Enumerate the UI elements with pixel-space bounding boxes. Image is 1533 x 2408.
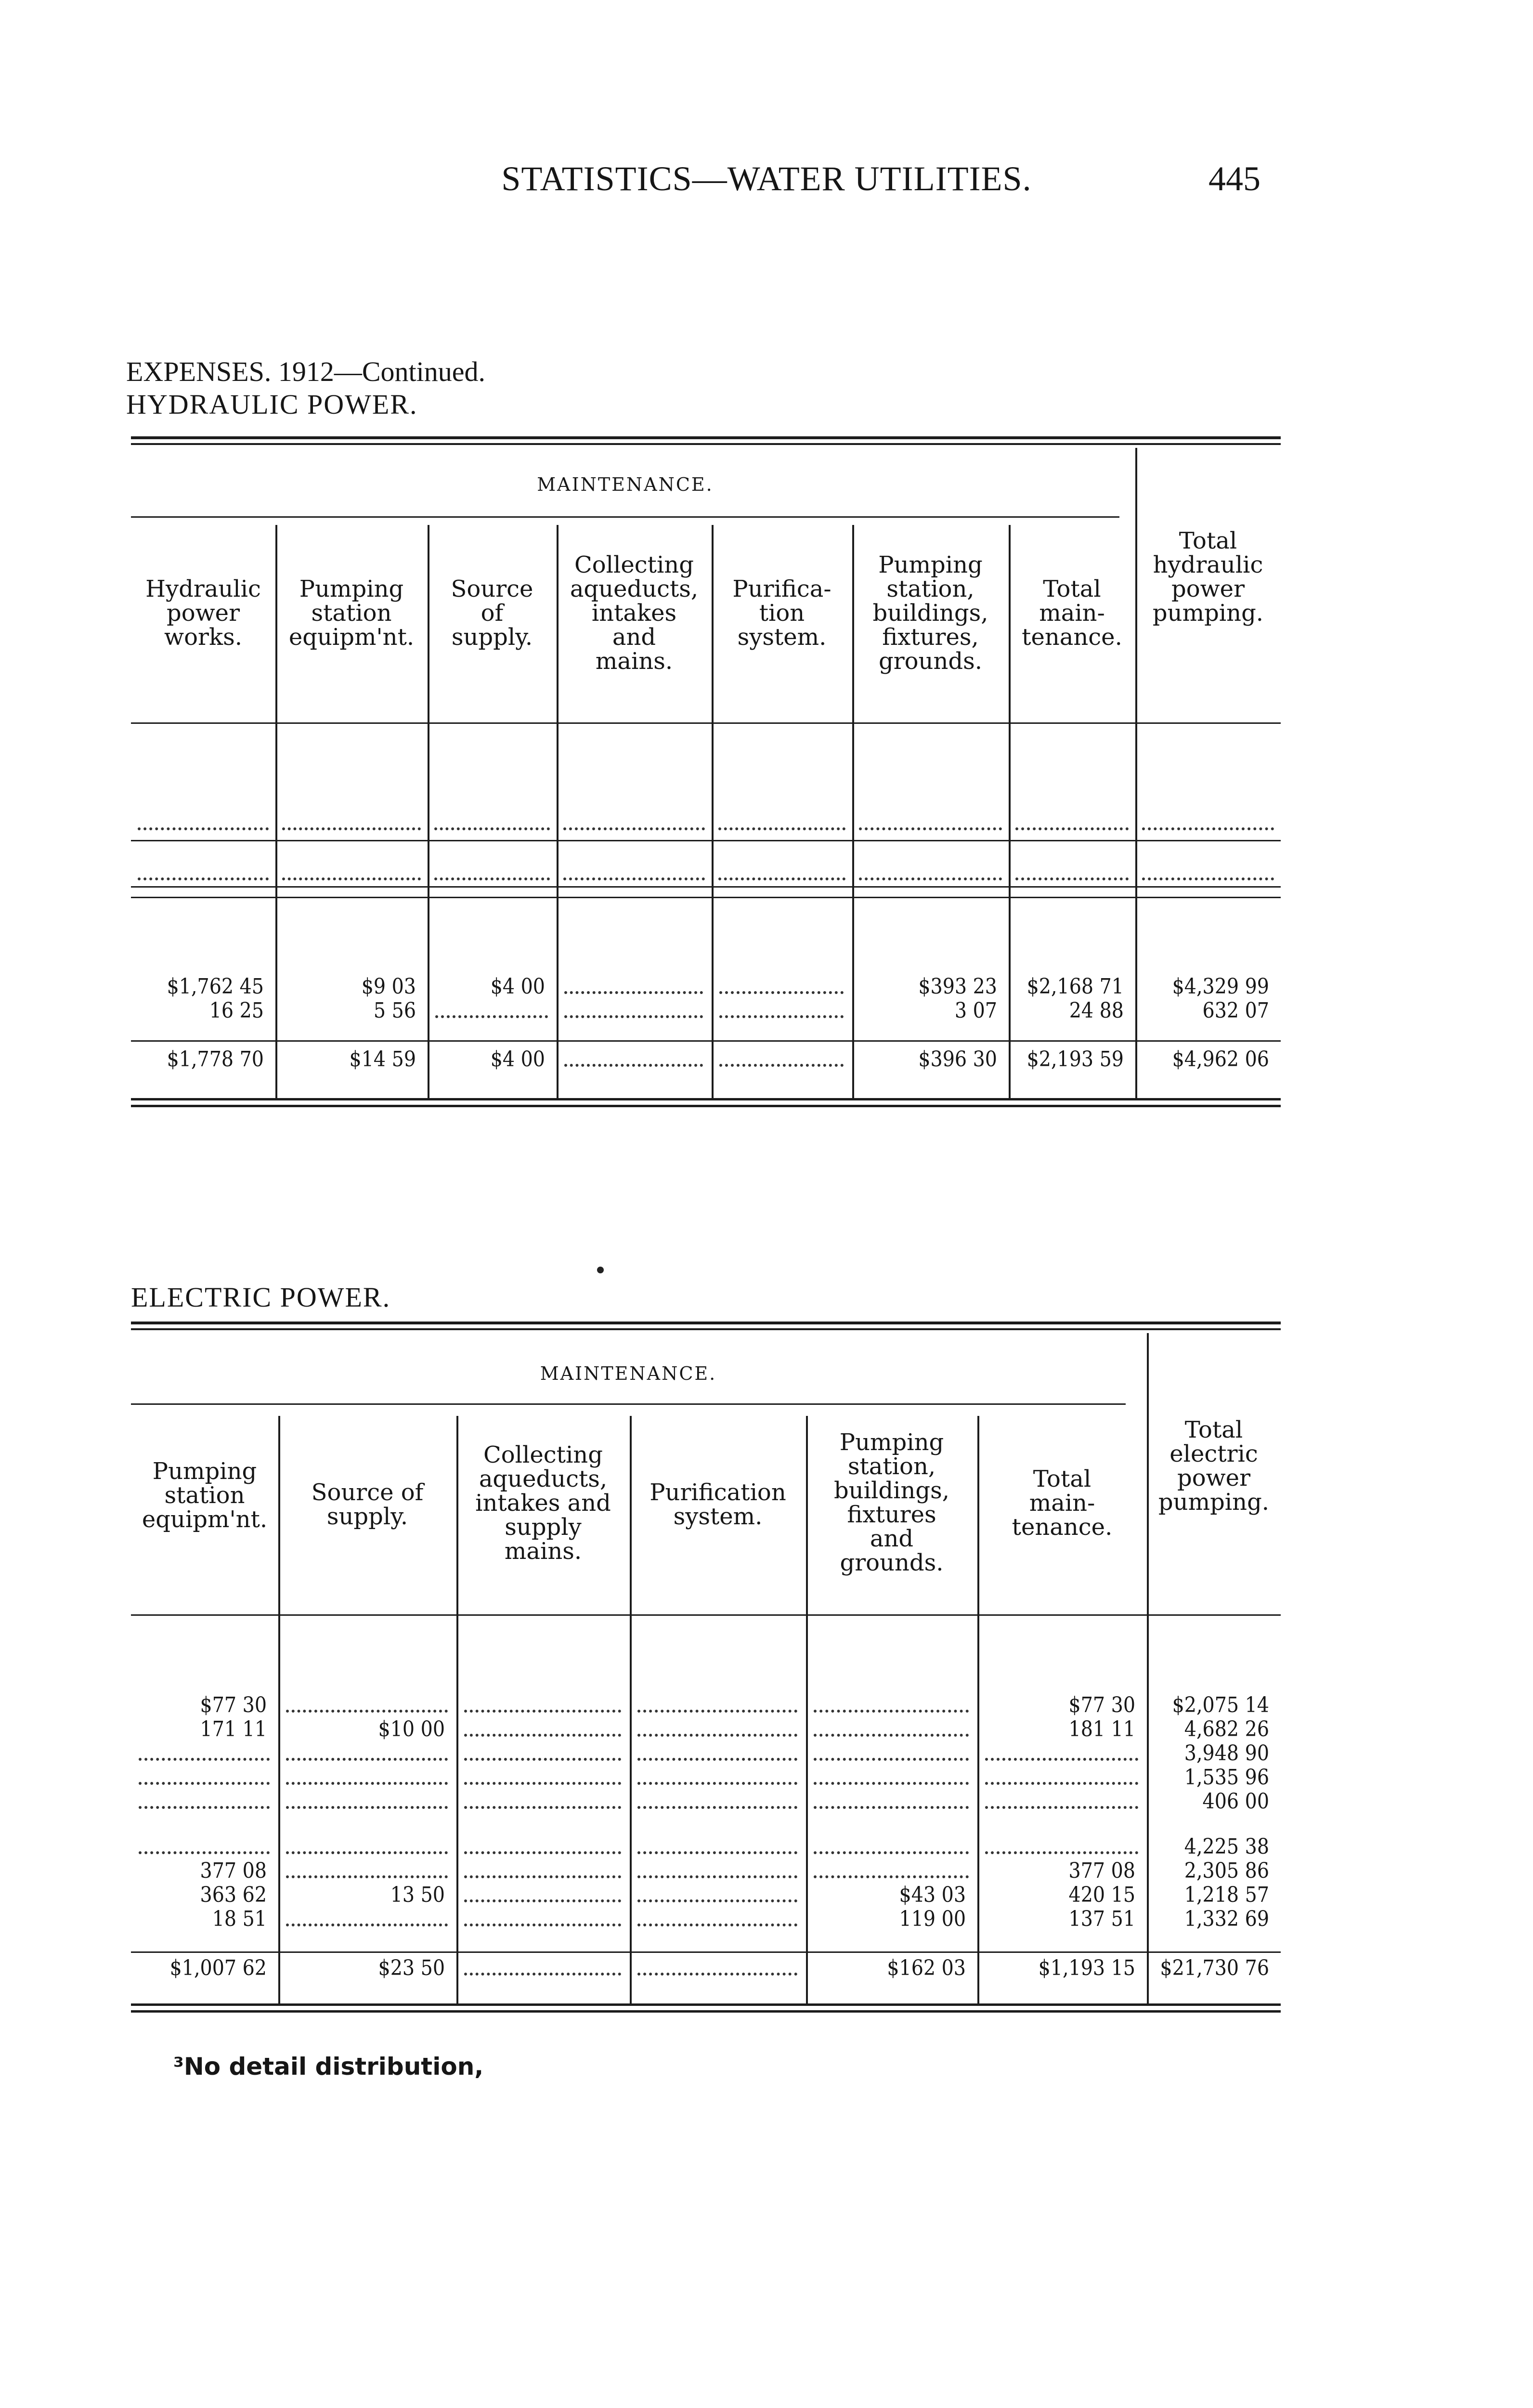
- dot-leader: [464, 1973, 621, 1976]
- table-cell: $9 03: [361, 974, 416, 999]
- column-header-line: tenance.: [1012, 1514, 1113, 1541]
- bottom-rule: [131, 1105, 1281, 1107]
- column-header-line: station,: [847, 1453, 936, 1480]
- column-header-line: Pumping: [152, 1458, 257, 1485]
- table-cell: 1,218 57: [1184, 1883, 1269, 1907]
- column-header-line: Purification: [650, 1479, 786, 1506]
- dot-leader: [985, 1806, 1138, 1809]
- dot-leader: [286, 1782, 448, 1785]
- dot-leader: [814, 1758, 969, 1761]
- maintenance-rule: [131, 516, 1119, 518]
- dot-leader: [464, 1924, 621, 1926]
- table-cell: 377 08: [1068, 1858, 1135, 1883]
- dot-leader: [464, 1710, 621, 1713]
- table-cell: 137 51: [1068, 1907, 1135, 1931]
- total-cell: $14 59: [349, 1047, 416, 1072]
- top-rule: [131, 1328, 1281, 1330]
- column-header-line: fixtures: [847, 1501, 936, 1528]
- column-header-line: Total: [1043, 576, 1101, 602]
- dot-leader: [564, 1064, 703, 1067]
- ink-dot: [597, 1267, 604, 1273]
- column-header-line: grounds.: [878, 648, 982, 675]
- dot-leader: [435, 1015, 548, 1018]
- column-header-line: Pumping: [299, 576, 404, 602]
- dot-leader: [464, 1734, 621, 1737]
- column-header-line: station,: [886, 576, 974, 602]
- column-header: [1009, 577, 1135, 649]
- table-cell: $2,075 14: [1172, 1693, 1269, 1717]
- column-header-line: buildings,: [834, 1477, 949, 1504]
- column-header: [131, 577, 275, 649]
- column-header-line: station: [164, 1482, 245, 1509]
- row-rule: [131, 897, 1281, 898]
- table-cell: 24 88: [1069, 998, 1124, 1023]
- column-header: [557, 553, 712, 673]
- dot-leader: [286, 1758, 448, 1761]
- row-rule: [131, 840, 1281, 841]
- column-header-line: intakes and: [475, 1490, 611, 1517]
- table-cell: 119 00: [899, 1907, 966, 1931]
- column-header-line: fixtures,: [882, 624, 979, 651]
- dot-leader: [637, 1973, 797, 1976]
- table-cell: 1,535 96: [1184, 1765, 1269, 1790]
- dot-leader: [637, 1734, 797, 1737]
- column-header: [977, 1467, 1147, 1539]
- dot-leader: [282, 877, 421, 880]
- column-header-line: pumping.: [1152, 600, 1264, 627]
- dot-leader: [564, 1015, 703, 1018]
- dot-leader: [464, 1782, 621, 1785]
- table-cell: 16 25: [209, 998, 264, 1023]
- column-header: [131, 1459, 278, 1531]
- column-header-line: aqueducts,: [479, 1466, 608, 1492]
- dot-leader: [637, 1851, 797, 1854]
- dot-leader: [859, 827, 1002, 830]
- column-header-line: power: [1177, 1465, 1251, 1492]
- table-cell: 363 62: [200, 1883, 267, 1907]
- table-cell: $393 23: [918, 974, 997, 999]
- column-header: [278, 1480, 456, 1529]
- column-header-line: grounds.: [840, 1549, 944, 1576]
- dot-leader: [637, 1806, 797, 1809]
- dot-leader: [563, 877, 705, 880]
- dot-leader: [464, 1875, 621, 1878]
- dot-leader: [814, 1734, 969, 1737]
- column-header-line: Total: [1033, 1466, 1091, 1492]
- maintenance-label: MAINTENANCE.: [540, 1363, 717, 1384]
- table-cell: $77 30: [1068, 1693, 1135, 1717]
- table-cell: $4 00: [490, 974, 545, 999]
- maintenance-label: MAINTENANCE.: [537, 474, 714, 495]
- column-header-line: tion: [759, 600, 805, 627]
- total-cell: $162 03: [887, 1956, 966, 1980]
- table-cell: 171 11: [200, 1717, 267, 1741]
- column-header: [806, 1430, 977, 1575]
- total-cell: $1,778 70: [167, 1047, 264, 1072]
- column-header-line: power: [166, 600, 240, 627]
- dot-leader: [139, 1782, 270, 1785]
- electric-subheading: ELECTRIC POWER.: [131, 1282, 391, 1313]
- dot-leader: [637, 1710, 797, 1713]
- bottom-rule: [131, 1098, 1281, 1100]
- table-cell: $1,762 45: [167, 974, 264, 999]
- table-cell: 406 00: [1202, 1789, 1269, 1814]
- row-rule: [131, 1614, 1281, 1616]
- total-cell: $396 30: [918, 1047, 997, 1072]
- dot-leader: [464, 1899, 621, 1902]
- table-cell: 4,225 38: [1184, 1834, 1269, 1859]
- dot-leader: [464, 1758, 621, 1761]
- table-cell: 3,948 90: [1184, 1741, 1269, 1766]
- dot-leader: [563, 827, 705, 830]
- dot-leader: [139, 1851, 270, 1854]
- table-cell: 2,305 86: [1184, 1858, 1269, 1883]
- table-cell: $2,168 71: [1026, 974, 1124, 999]
- column-header-line: station: [311, 600, 392, 627]
- dot-leader: [139, 1758, 270, 1761]
- column-header-line: supply: [505, 1514, 582, 1541]
- dot-leader: [637, 1924, 797, 1926]
- dot-leader: [464, 1806, 621, 1809]
- top-rule: [131, 1322, 1281, 1324]
- section-heading: EXPENSES. 1912—Continued.: [126, 356, 485, 387]
- table-cell: $4,329 99: [1172, 974, 1269, 999]
- dot-leader: [286, 1875, 448, 1878]
- dot-leader: [814, 1710, 969, 1713]
- column-header-line: aqueducts,: [570, 576, 699, 602]
- total-cell: $1,193 15: [1038, 1956, 1135, 1980]
- maintenance-rule: [131, 1403, 1126, 1405]
- dot-leader: [1015, 877, 1129, 880]
- dot-leader: [564, 991, 703, 994]
- column-header-line: hydraulic: [1153, 551, 1263, 578]
- dot-leader: [719, 991, 844, 994]
- dot-leader: [718, 827, 845, 830]
- column-header-line: pumping.: [1158, 1489, 1270, 1516]
- column-header-line: Pumping: [839, 1429, 944, 1456]
- bottom-rule: [131, 2010, 1281, 2013]
- table-cell: 377 08: [200, 1858, 267, 1883]
- table-cell: $77 30: [200, 1693, 267, 1717]
- top-rule: [131, 443, 1281, 445]
- row-rule: [131, 722, 1281, 724]
- dot-leader: [637, 1782, 797, 1785]
- total-cell: $21,730 76: [1160, 1956, 1269, 1980]
- table-cell: $10 00: [378, 1717, 445, 1741]
- page-number: 445: [1208, 159, 1260, 198]
- total-cell: $2,193 59: [1026, 1047, 1124, 1072]
- table-cell: 1,332 69: [1184, 1907, 1269, 1931]
- column-header: [630, 1480, 806, 1529]
- dot-leader: [286, 1806, 448, 1809]
- dot-leader: [814, 1782, 969, 1785]
- column-header-line: Total: [1179, 527, 1237, 554]
- dot-leader: [814, 1875, 969, 1878]
- dot-leader: [138, 877, 269, 880]
- column-header-line: mains.: [504, 1538, 582, 1565]
- dot-leader: [139, 1806, 270, 1809]
- column-header-line: supply.: [451, 624, 533, 651]
- column-header: [712, 577, 852, 649]
- dot-leader: [637, 1758, 797, 1761]
- table-cell: 5 56: [373, 998, 416, 1023]
- column-header-line: Source of: [311, 1479, 424, 1506]
- column-header-line: main-: [1039, 600, 1105, 627]
- column-header-line: mains.: [595, 648, 673, 675]
- total-cell: $4,962 06: [1172, 1047, 1269, 1072]
- dot-leader: [985, 1782, 1138, 1785]
- column-header: [1135, 529, 1281, 625]
- top-rule: [131, 436, 1281, 439]
- dot-leader: [814, 1806, 969, 1809]
- column-header-line: intakes: [591, 600, 677, 627]
- dot-leader: [814, 1851, 969, 1854]
- table-cell: 632 07: [1202, 998, 1269, 1023]
- dot-leader: [138, 827, 269, 830]
- table-cell: 4,682 26: [1184, 1717, 1269, 1741]
- table-cell: 13 50: [390, 1883, 445, 1907]
- row-rule: [131, 886, 1281, 888]
- column-header: [456, 1443, 630, 1563]
- table-cell: $43 03: [899, 1883, 966, 1907]
- dot-leader: [434, 877, 550, 880]
- column-header-line: electric: [1169, 1440, 1258, 1467]
- column-header-line: equipm'nt.: [288, 624, 415, 651]
- dot-leader: [637, 1875, 797, 1878]
- total-cell: $23 50: [378, 1956, 445, 1980]
- dot-leader: [464, 1851, 621, 1854]
- dot-leader: [859, 877, 1002, 880]
- column-header-line: Collecting: [574, 551, 694, 578]
- column-header-line: Hydraulic: [145, 576, 261, 602]
- column-header: [852, 553, 1009, 673]
- column-header-line: equipm'nt.: [142, 1506, 268, 1533]
- running-title: STATISTICS—WATER UTILITIES.: [501, 159, 1032, 198]
- column-header-line: and: [870, 1525, 914, 1552]
- column-header: [1147, 1418, 1281, 1514]
- table-cell: 420 15: [1068, 1883, 1135, 1907]
- total-cell: $4 00: [490, 1047, 545, 1072]
- column-header-line: tenance.: [1022, 624, 1122, 651]
- total-cell: $1,007 62: [169, 1956, 267, 1980]
- table-cell: 181 11: [1068, 1717, 1135, 1741]
- column-header-line: buildings,: [872, 600, 988, 627]
- column-header-line: power: [1171, 576, 1245, 602]
- column-header-line: system.: [673, 1503, 763, 1530]
- dot-leader: [719, 1015, 844, 1018]
- dot-leader: [719, 1064, 844, 1067]
- table-cell: 3 07: [954, 998, 997, 1023]
- totals-rule: [131, 1951, 1281, 1953]
- dot-leader: [1142, 827, 1274, 830]
- dot-leader: [286, 1924, 448, 1926]
- dot-leader: [985, 1851, 1138, 1854]
- hydraulic-subheading: HYDRAULIC POWER.: [126, 389, 418, 420]
- column-header-line: Pumping: [878, 551, 983, 578]
- dot-leader: [1015, 827, 1129, 830]
- column-header-line: supply.: [326, 1503, 408, 1530]
- column-header-line: Purifica-: [732, 576, 831, 602]
- table-cell: 18 51: [212, 1907, 267, 1931]
- column-header-line: Total: [1184, 1416, 1243, 1443]
- footnote: ³No detail distribution,: [173, 2053, 484, 2081]
- column-header-line: and: [612, 624, 656, 651]
- column-header-line: Source: [451, 576, 533, 602]
- dot-leader: [1142, 877, 1274, 880]
- column-header-line: system.: [737, 624, 827, 651]
- dot-leader: [282, 827, 421, 830]
- column-header: [275, 577, 428, 649]
- dot-leader: [286, 1851, 448, 1854]
- column-header-line: Collecting: [483, 1441, 603, 1468]
- column-header-line: main-: [1029, 1490, 1095, 1517]
- dot-leader: [718, 877, 845, 880]
- dot-leader: [985, 1758, 1138, 1761]
- column-header: [428, 577, 557, 649]
- dot-leader: [434, 827, 550, 830]
- dot-leader: [637, 1899, 797, 1902]
- dot-leader: [286, 1710, 448, 1713]
- totals-rule: [131, 1040, 1281, 1042]
- column-header-line: of: [481, 600, 504, 627]
- bottom-rule: [131, 2003, 1281, 2006]
- column-header-line: works.: [164, 624, 242, 651]
